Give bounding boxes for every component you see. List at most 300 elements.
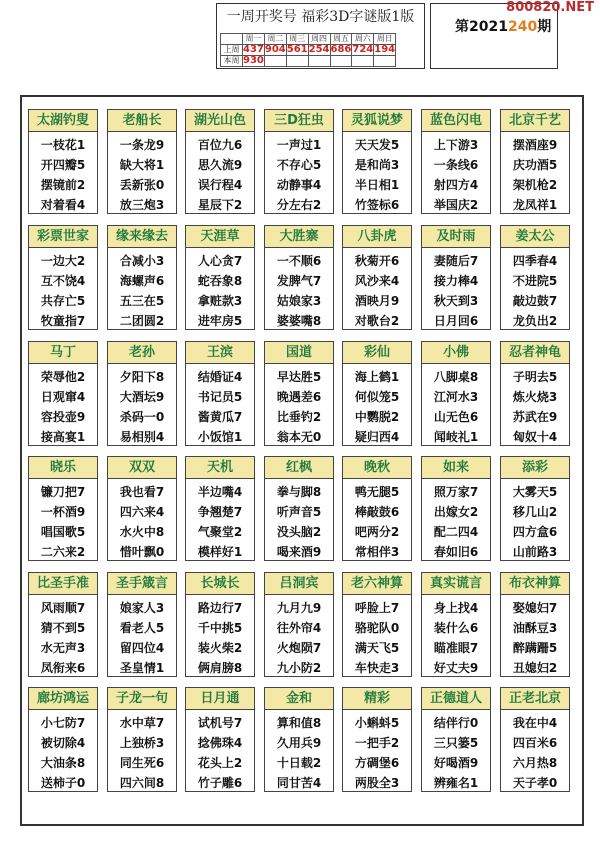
riddle-card [28, 341, 98, 446]
riddle-card-body [501, 248, 569, 331]
riddle-card-author: 晚秋 [343, 457, 411, 479]
riddle-line: 我在中4 [512, 716, 558, 730]
riddle-line: 俩肩膀8 [197, 661, 243, 675]
day-label: 周四 [308, 34, 330, 45]
riddle-line: 常相伴3 [354, 545, 400, 559]
riddle-card-author: 及时雨 [422, 226, 490, 248]
riddle-line: 娘家人3 [119, 601, 165, 615]
riddle-card [28, 687, 98, 792]
riddle-line: 丢新张0 [119, 178, 165, 192]
riddle-card-body [501, 479, 569, 562]
riddle-line: 四方盒6 [512, 525, 558, 539]
riddle-card-author: 小佛 [422, 342, 490, 364]
issue-prefix: 第2021 [455, 19, 508, 35]
riddle-card-author: 正老北京 [501, 688, 569, 710]
draw-number: 724 [352, 44, 374, 55]
riddle-card [107, 572, 177, 677]
riddle-line: 娶媳妇7 [512, 601, 558, 615]
riddle-line: 九月九9 [276, 601, 322, 615]
riddle-card-body [186, 364, 254, 447]
riddle-card-body [29, 479, 97, 562]
riddle-card-body [108, 248, 176, 331]
riddle-card-body [501, 595, 569, 678]
riddle-card [421, 687, 491, 792]
riddle-card [421, 572, 491, 677]
riddle-card-body [501, 364, 569, 447]
draw-number [374, 56, 396, 67]
riddle-line: 拳与脚8 [276, 485, 322, 499]
riddle-card [500, 572, 570, 677]
riddle-card-author: 三D狂虫 [265, 110, 333, 132]
riddle-line: 苏武在9 [512, 410, 558, 424]
riddle-card-author: 太湖钓叟 [29, 110, 97, 132]
riddle-line: 油酥豆3 [512, 621, 558, 635]
riddle-line: 半日相1 [354, 178, 400, 192]
riddle-card-body [29, 710, 97, 793]
riddle-line: 放三炮3 [119, 198, 165, 212]
riddle-line: 千中挑5 [197, 621, 243, 635]
riddle-line: 竹签标6 [354, 198, 400, 212]
riddle-card-author: 晓乐 [29, 457, 97, 479]
riddle-line: 移几山2 [512, 505, 558, 519]
riddle-line: 火炮陨7 [276, 641, 322, 655]
riddle-card-body [422, 132, 490, 215]
riddle-line: 水无声3 [40, 641, 86, 655]
riddle-line: 棒敲鼓6 [354, 505, 400, 519]
riddle-line: 镰刀把7 [40, 485, 86, 499]
riddle-card-body [29, 132, 97, 215]
riddle-line: 好喝酒9 [433, 756, 479, 770]
riddle-line: 日观窜4 [40, 390, 86, 404]
last-week-label: 上周 [221, 45, 243, 56]
riddle-card [500, 225, 570, 330]
riddle-line: 拿赃款3 [197, 294, 243, 308]
riddle-line: 水火中8 [119, 525, 165, 539]
riddle-line: 共存亡5 [40, 294, 86, 308]
riddle-line: 秋天到3 [433, 294, 479, 308]
riddle-line: 花头上2 [197, 756, 243, 770]
weekly-draw-table [220, 33, 396, 67]
riddle-line: 气聚堂2 [197, 525, 243, 539]
riddle-line: 中鹦脱2 [354, 410, 400, 424]
riddle-line: 方碉堡6 [354, 756, 400, 770]
riddle-card [264, 687, 334, 792]
riddle-line: 被切除4 [40, 736, 86, 750]
riddle-line: 呼脸上7 [354, 601, 400, 615]
riddle-line: 何似笼5 [354, 390, 400, 404]
riddle-card-body [422, 595, 490, 678]
riddle-card [421, 341, 491, 446]
riddle-card-body [108, 710, 176, 793]
riddle-line: 我也看7 [119, 485, 165, 499]
riddle-card-author: 老六神算 [343, 573, 411, 595]
riddle-line: 二六来2 [40, 545, 86, 559]
riddle-line: 合减小3 [119, 254, 165, 268]
day-label: 周一 [243, 34, 265, 45]
riddle-card-body [108, 132, 176, 215]
riddle-line: 缺大将1 [119, 158, 165, 172]
site-watermark: 800820.NET [506, 0, 594, 15]
riddle-line: 配二四4 [433, 525, 479, 539]
riddle-line: 装火柴2 [197, 641, 243, 655]
riddle-card [264, 109, 334, 214]
day-label: 周日 [374, 34, 396, 45]
riddle-line: 酱黄瓜7 [197, 410, 243, 424]
riddle-card-body [343, 132, 411, 215]
riddle-card-body [343, 479, 411, 562]
day-label: 周五 [330, 34, 352, 45]
riddle-card-body [186, 595, 254, 678]
riddle-line: 架机枪2 [512, 178, 558, 192]
riddle-line: 看老人5 [119, 621, 165, 635]
riddle-card-author: 日月通 [186, 688, 254, 710]
riddle-card [185, 572, 255, 677]
riddle-card [421, 225, 491, 330]
riddle-card-author: 大胜寨 [265, 226, 333, 248]
riddle-line: 对着看4 [40, 198, 86, 212]
riddle-line: 龙凤祥1 [512, 198, 558, 212]
riddle-line: 海螺声6 [119, 274, 165, 288]
riddle-card-body [186, 710, 254, 793]
draw-number [286, 56, 308, 67]
riddle-card [342, 109, 412, 214]
riddle-card-body [343, 710, 411, 793]
riddle-line: 结伴行0 [433, 716, 479, 730]
riddle-card [342, 572, 412, 677]
riddle-card [342, 456, 412, 561]
riddle-line: 水中草7 [119, 716, 165, 730]
riddle-line: 一条龙9 [119, 138, 165, 152]
riddle-line: 炼火烧3 [512, 390, 558, 404]
riddle-line: 试机号7 [197, 716, 243, 730]
riddle-line: 误行程4 [197, 178, 243, 192]
riddle-card-body [265, 132, 333, 215]
riddle-line: 接力棒4 [433, 274, 479, 288]
riddle-card-author: 灵狐说梦 [343, 110, 411, 132]
riddle-line: 算和值8 [276, 716, 322, 730]
riddle-card [342, 341, 412, 446]
riddle-card-author: 吕洞宾 [265, 573, 333, 595]
riddle-line: 龙负出2 [512, 314, 558, 328]
riddle-card [500, 456, 570, 561]
riddle-card-author: 长城长 [186, 573, 254, 595]
riddle-line: 容投壶9 [40, 410, 86, 424]
riddle-line: 百位九6 [197, 138, 243, 152]
riddle-line: 往外帘4 [276, 621, 322, 635]
riddle-line: 圣皇情1 [119, 661, 165, 675]
riddle-line: 装什么6 [433, 621, 479, 635]
riddle-card-body [343, 248, 411, 331]
riddle-card [500, 341, 570, 446]
riddle-card-body [186, 132, 254, 215]
riddle-line: 举国庆2 [433, 198, 479, 212]
riddle-card [500, 687, 570, 792]
riddle-card-body [501, 710, 569, 793]
issue-number: 240 [507, 19, 538, 35]
riddle-card-author: 彩票世家 [29, 226, 97, 248]
riddle-line: 天子孝0 [512, 776, 558, 790]
riddle-card-author: 布衣神算 [501, 573, 569, 595]
riddle-line: 对歌台2 [354, 314, 400, 328]
riddle-line: 翁本无0 [276, 430, 322, 444]
riddle-line: 四六间8 [119, 776, 165, 790]
riddle-line: 敲边鼓7 [512, 294, 558, 308]
day-header-row [221, 34, 396, 45]
riddle-line: 醉蹒跚5 [512, 641, 558, 655]
riddle-line: 疑归西4 [354, 430, 400, 444]
riddle-card [107, 687, 177, 792]
draw-number: 437 [243, 44, 264, 55]
riddle-line: 凤衔来6 [40, 661, 86, 675]
riddle-line: 海上鹤1 [354, 370, 400, 384]
riddle-line: 吧两分2 [354, 525, 400, 539]
riddle-line: 荣辱他2 [40, 370, 86, 384]
riddle-card-author: 比圣手准 [29, 573, 97, 595]
riddle-line: 不存心5 [276, 158, 322, 172]
riddle-line: 是和尚3 [354, 158, 400, 172]
riddle-card [421, 456, 491, 561]
riddle-card-author: 圣手箴言 [108, 573, 176, 595]
riddle-card-body [343, 595, 411, 678]
riddle-line: 竹子雕6 [197, 776, 243, 790]
issue-label [455, 16, 551, 36]
riddle-card-body [108, 479, 176, 562]
riddle-line: 车快走3 [354, 661, 400, 675]
riddle-line: 闻岐礼1 [433, 430, 479, 444]
riddle-line: 三只篓5 [433, 736, 479, 750]
riddle-line: 江河水3 [433, 390, 479, 404]
riddle-line: 辨雍名1 [433, 776, 479, 790]
riddle-line: 接高宴1 [40, 430, 86, 444]
riddle-line: 晚遇差6 [276, 390, 322, 404]
riddle-line: 杀码一0 [119, 410, 165, 424]
day-label: 周六 [352, 34, 374, 45]
riddle-line: 分左右2 [276, 198, 322, 212]
riddle-card-body [422, 248, 490, 331]
riddle-line: 上独桥3 [119, 736, 165, 750]
riddle-line: 久用兵9 [276, 736, 322, 750]
riddle-line: 一杯酒9 [40, 505, 86, 519]
riddle-line: 大雾天5 [512, 485, 558, 499]
riddle-card-body [108, 364, 176, 447]
riddle-line: 春如旧6 [433, 545, 479, 559]
draw-number: 194 [374, 44, 396, 55]
riddle-line: 唱国歌5 [40, 525, 86, 539]
riddle-line: 庆功酒5 [512, 158, 558, 172]
day-label: 周二 [264, 34, 286, 45]
riddle-card-author: 金和 [265, 688, 333, 710]
this-week-row [221, 56, 396, 67]
riddle-line: 山无色6 [433, 410, 479, 424]
riddle-line: 思久流9 [197, 158, 243, 172]
riddle-card [185, 109, 255, 214]
riddle-card-author: 双双 [108, 457, 176, 479]
riddle-card-author: 天机 [186, 457, 254, 479]
riddle-card-author: 红枫 [265, 457, 333, 479]
riddle-card-author: 蓝色闪电 [422, 110, 490, 132]
riddle-line: 进牢房5 [197, 314, 243, 328]
riddle-line: 早达胜5 [276, 370, 322, 384]
riddle-line: 山前路3 [512, 545, 558, 559]
riddle-card-body [29, 595, 97, 678]
riddle-line: 牧童指7 [40, 314, 86, 328]
riddle-card [107, 225, 177, 330]
riddle-line: 照万家7 [433, 485, 479, 499]
riddle-card [28, 109, 98, 214]
draw-number: 561 [286, 44, 308, 55]
riddle-card-author: 如来 [422, 457, 490, 479]
draw-number: 254 [308, 44, 330, 55]
riddle-line: 好丈夫9 [433, 661, 479, 675]
riddle-card [107, 109, 177, 214]
riddle-line: 秋菊开6 [354, 254, 400, 268]
riddle-line: 大油条8 [40, 756, 86, 770]
draw-number [308, 56, 330, 67]
riddle-line: 十日载2 [276, 756, 322, 770]
riddle-card-body [29, 364, 97, 447]
riddle-line: 出嫁女2 [433, 505, 479, 519]
riddle-card [342, 225, 412, 330]
riddle-line: 上下游3 [433, 138, 479, 152]
riddle-card-author: 湖光山色 [186, 110, 254, 132]
riddle-card-author: 国道 [265, 342, 333, 364]
riddle-card [264, 341, 334, 446]
riddle-line: 不进院5 [512, 274, 558, 288]
riddle-line: 一把手2 [354, 736, 400, 750]
riddle-card [264, 572, 334, 677]
riddle-card [185, 687, 255, 792]
riddle-card [185, 225, 255, 330]
riddle-card-author: 廊坊鸿运 [29, 688, 97, 710]
draw-number: 904 [264, 44, 286, 55]
riddle-card-body [265, 710, 333, 793]
riddle-card-body [265, 595, 333, 678]
riddle-card [185, 456, 255, 561]
riddle-line: 一边大2 [40, 254, 86, 268]
draw-number [330, 56, 352, 67]
riddle-card-author: 老船长 [108, 110, 176, 132]
riddle-line: 比垂钓2 [276, 410, 322, 424]
riddle-line: 两股全3 [354, 776, 400, 790]
riddle-card-body [422, 479, 490, 562]
riddle-line: 四季春4 [512, 254, 558, 268]
riddle-line: 鸭无腿5 [354, 485, 400, 499]
draw-number [352, 56, 374, 67]
this-week-label: 本周 [221, 56, 243, 67]
riddle-line: 风沙来4 [354, 274, 400, 288]
riddle-line: 惜叶飘0 [119, 545, 165, 559]
riddle-line: 同生死6 [119, 756, 165, 770]
riddle-line: 日月回6 [433, 314, 479, 328]
riddle-line: 没头脑2 [276, 525, 322, 539]
riddle-line: 猜不到5 [40, 621, 86, 635]
riddle-line: 骆驼队0 [354, 621, 400, 635]
riddle-line: 丑媳妇2 [512, 661, 558, 675]
riddle-line: 摆酒座9 [512, 138, 558, 152]
riddle-line: 五三在5 [119, 294, 165, 308]
riddle-card-author: 北京千艺 [501, 110, 569, 132]
riddle-card-body [186, 479, 254, 562]
riddle-card-body [265, 364, 333, 447]
riddle-card-body [422, 710, 490, 793]
weekly-draw-title: 一周开奖号 福彩3D字谜版1版 [226, 9, 415, 25]
riddle-line: 瞄准眼7 [433, 641, 479, 655]
draw-number [264, 56, 286, 67]
riddle-card [28, 456, 98, 561]
riddle-line: 同甘苦4 [276, 776, 322, 790]
riddle-card [28, 572, 98, 677]
riddle-card-author: 马丁 [29, 342, 97, 364]
riddle-line: 喝来酒9 [276, 545, 322, 559]
riddle-line: 摆镜前2 [40, 178, 86, 192]
riddle-line: 风雨顺7 [40, 601, 86, 615]
riddle-card [264, 225, 334, 330]
issue-suffix: 期 [537, 19, 552, 35]
riddle-line: 四百米6 [512, 736, 558, 750]
riddle-line: 八脚桌8 [433, 370, 479, 384]
riddle-line: 小七防7 [40, 716, 86, 730]
riddle-line: 酒映月9 [354, 294, 400, 308]
riddle-line: 小蝌蚪5 [354, 716, 400, 730]
riddle-line: 大酒坛9 [119, 390, 165, 404]
riddle-line: 书记员5 [197, 390, 243, 404]
riddle-line: 射四方4 [433, 178, 479, 192]
riddle-card-author: 添彩 [501, 457, 569, 479]
riddle-line: 天天发5 [354, 138, 400, 152]
riddle-card-author: 子龙一句 [108, 688, 176, 710]
last-week-row [221, 45, 396, 56]
riddle-grid [20, 95, 584, 826]
riddle-card-author: 正德道人 [422, 688, 490, 710]
riddle-line: 星辰下2 [197, 198, 243, 212]
riddle-line: 蛇吞象8 [197, 274, 243, 288]
riddle-card-body [108, 595, 176, 678]
draw-number: 930 [243, 55, 264, 66]
riddle-card-author: 天涯草 [186, 226, 254, 248]
riddle-card-author: 姜太公 [501, 226, 569, 248]
riddle-line: 四六来4 [119, 505, 165, 519]
riddle-card-author: 真实谎言 [422, 573, 490, 595]
riddle-card [500, 109, 570, 214]
riddle-line: 模样好1 [197, 545, 243, 559]
riddle-line: 六月热8 [512, 756, 558, 770]
riddle-card-body [501, 132, 569, 215]
riddle-line: 互不饶4 [40, 274, 86, 288]
riddle-line: 争翘楚7 [197, 505, 243, 519]
riddle-card [107, 456, 177, 561]
riddle-card-author: 缘来缘去 [108, 226, 176, 248]
riddle-card [28, 225, 98, 330]
riddle-line: 人心贪7 [197, 254, 243, 268]
riddle-line: 一声过1 [276, 138, 322, 152]
riddle-line: 子明去5 [512, 370, 558, 384]
riddle-line: 妻随后7 [433, 254, 479, 268]
riddle-line: 半边嘴4 [197, 485, 243, 499]
riddle-card-body [343, 364, 411, 447]
riddle-line: 姑娘家3 [276, 294, 322, 308]
riddle-card-body [265, 479, 333, 562]
riddle-line: 送柿子0 [40, 776, 86, 790]
riddle-line: 结婚证4 [197, 370, 243, 384]
riddle-line: 捻佛珠4 [197, 736, 243, 750]
riddle-line: 发脾气7 [276, 274, 322, 288]
riddle-card-author: 王滨 [186, 342, 254, 364]
riddle-line: 小饭馆1 [197, 430, 243, 444]
day-label: 周三 [286, 34, 308, 45]
riddle-card-body [265, 248, 333, 331]
riddle-line: 留四位4 [119, 641, 165, 655]
riddle-line: 路边行7 [197, 601, 243, 615]
